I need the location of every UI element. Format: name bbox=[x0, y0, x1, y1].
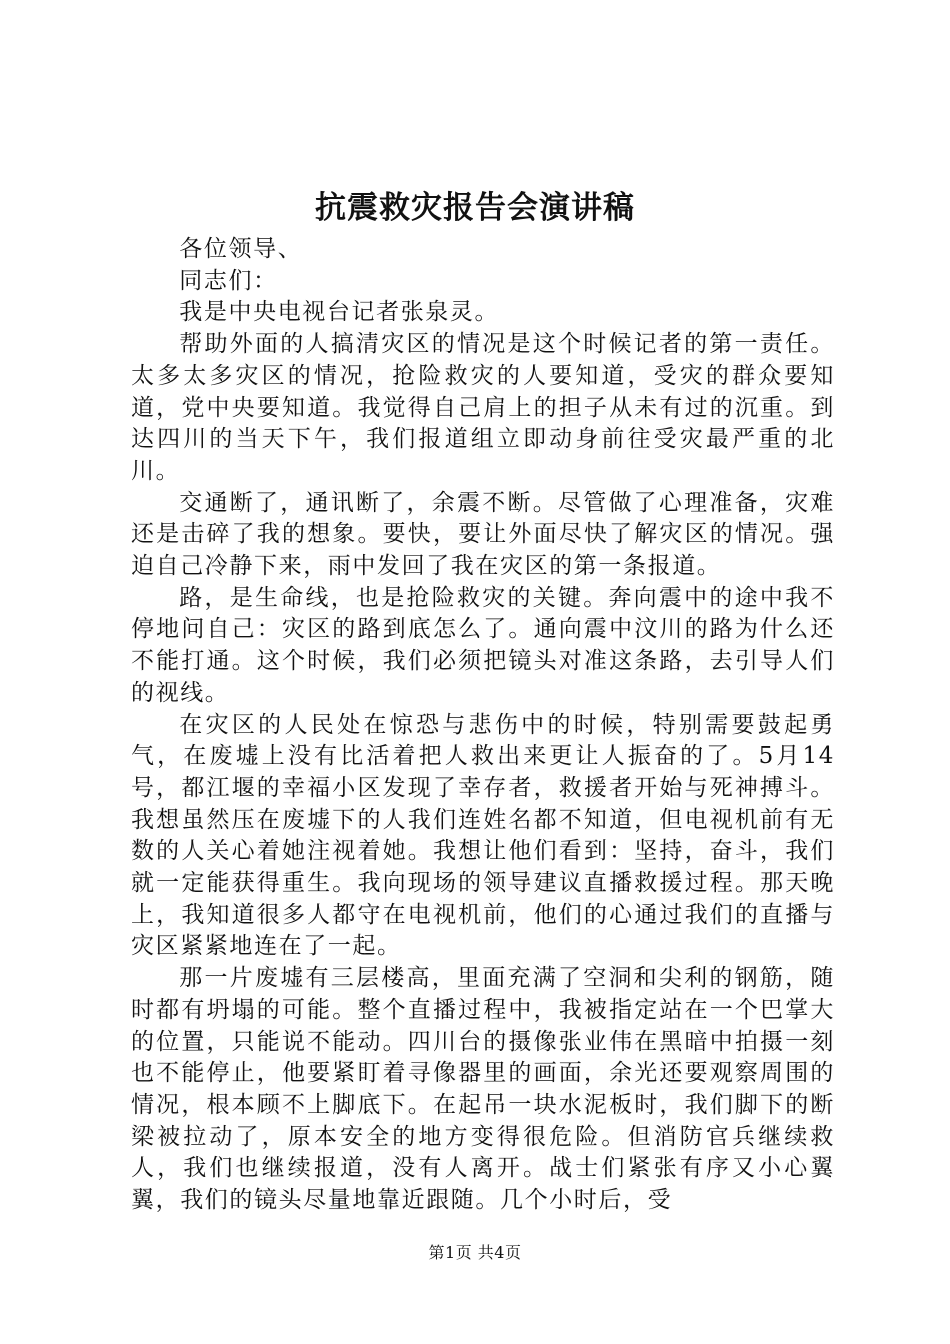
paragraph-introduction: 我是中央电视台记者张泉灵。 bbox=[179, 299, 500, 326]
document-title: 抗震救灾报告会演讲稿 bbox=[315, 190, 635, 226]
paragraph-body: 在灾区的人民处在惊恐与悲伤中的时候，特别需要鼓起勇气，在废墟上没有比活着把人救出来更让人振奋的了。5月14号，都江堰的幸福小区发现了幸存者，救援者开始与死神搏斗。我想虽然压在废墟下的人我们连姓名都不知道，但电视机前有无数的人关心着她注视着她。我想让他们看到：坚持，奋斗，我们就一定能获得重生。我向现场的领导建议直播救援过程。那天晚上，我知道很多人都守在电视机前，他们的心通过我们的直播与灾区紧紧地连在了一起。 bbox=[131, 711, 835, 960]
paragraph-body: 帮助外面的人搞清灾区的情况是这个时候记者的第一责任。太多太多灾区的情况，抢险救灾的人要知道，受灾的群众要知道，党中央要知道。我觉得自己肩上的担子从未有过的沉重。到达四川的当天下午，我们报道组立即动身前往受灾最严重的北川。 bbox=[131, 331, 835, 484]
document-body bbox=[131, 234, 835, 1217]
page-footer: 第1页 共4页 bbox=[428, 1243, 522, 1262]
paragraph-salutation-2: 同志们： bbox=[179, 267, 278, 294]
paragraph-salutation-1: 各位领导、 bbox=[179, 236, 303, 262]
paragraph-body: 交通断了，通讯断了，余震不断。尽管做了心理准备，灾难还是击碎了我的想象。要快，要让外面尽快了解灾区的情况。强迫自己冷静下来，雨中发回了我在灾区的第一条报道。 bbox=[131, 489, 835, 580]
paragraph-body: 那一片废墟有三层楼高，里面充满了空洞和尖利的钢筋，随时都有坍塌的可能。整个直播过程中，我被指定站在一个巴掌大的位置，只能说不能动。四川台的摄像张业伟在黑暗中拍摄一刻也不能停止，他要紧盯着寻像器里的画面，余光还要观察周围的情况，根本顾不上脚底下。在起吊一块水泥板时，我们脚下的断梁被拉动了，原本安全的地方变得很危险。但消防官兵继续救人，我们也继续报道，没有人离开。战士们紧张有序又小心翼翼，我们的镜头尽量地靠近跟随。几个小时后，受 bbox=[131, 965, 835, 1214]
paragraph-body: 路，是生命线，也是抢险救灾的关键。奔向震中的途中我不停地问自己：灾区的路到底怎么了。通向震中汶川的路为什么还不能打通。这个时候，我们必须把镜头对准这条路，去引导人们的视线。 bbox=[131, 584, 835, 706]
